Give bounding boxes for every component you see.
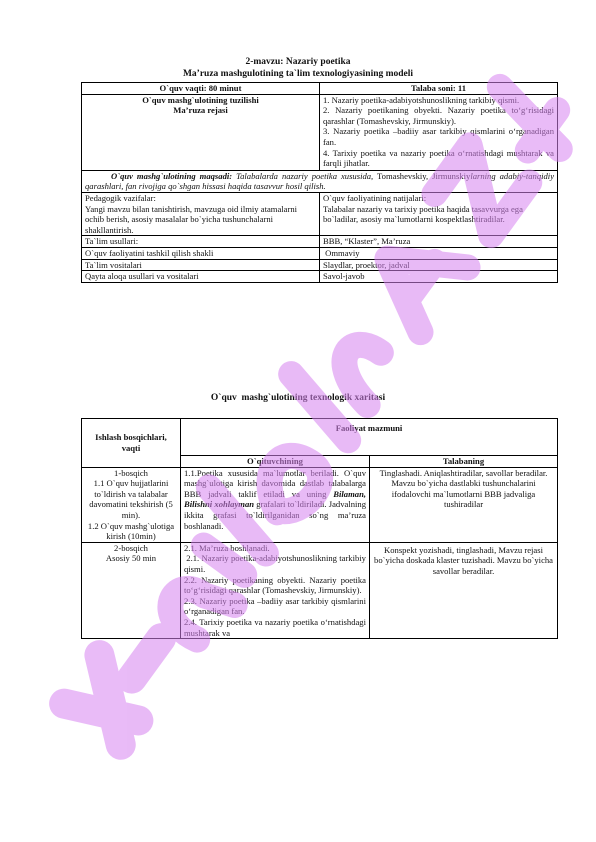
goal-cell [82, 170, 558, 192]
teacher-1-bold: Bilaman, Bilishni xohlayman [184, 488, 366, 510]
study-time: O`quv vaqti: 80 minut [82, 83, 320, 95]
student-header: Talabaning [370, 456, 558, 468]
results-label: O`quv faoliyatining natijalari: [323, 192, 427, 203]
row-value: Savol-javob [320, 271, 558, 283]
teacher-2-item: 2.4. Tarixiy poetika va nazariy poetika o‘rnatishdagi mushtarak va [184, 616, 366, 638]
tasks-text: Yangi mavzu bilan tanishtirish, mavzuga oid ilmiy atamalarni ochib berish, asosiy masalalar bo`yicha tushunchalarni shakllantirish. [85, 203, 298, 235]
goal-text-2: larning adabiy-tanqidiy qarashlari, fan rivojiga qo`shgan hissasi haqida tasavvur hosil qilish. [85, 170, 555, 192]
topic-title: 2-mavzu: Nazariy poetika [245, 57, 351, 67]
row-value: Slaydlar, proektor, jadval [320, 259, 558, 271]
pedagogic-tasks [82, 192, 320, 235]
tasks-label: Pedagogik vazifalar: [85, 192, 156, 203]
student-1-text-a: Tinglashadi. Aniqlashtiradilar, savollar beradilar [379, 467, 546, 478]
goal-names: Tomashevskiy, Jirmunskiy [373, 170, 471, 181]
teacher-1-text-a: 1.1.Poetika xususida ma`lumotlar beriladi. O`quv mashg`ulotiga kirish davomida dastlab talabalarga BBB jadvali taklif etiladi va uning [184, 467, 366, 499]
structure-heading: O`quv mashg`ulotining tuzilishi [142, 94, 259, 105]
goal-label: O`quv mashg`ulotining maqsadi: [111, 170, 233, 181]
content-header: Faoliyat mazmuni [181, 419, 558, 456]
structure-cell [82, 94, 320, 170]
stage-header: Ishlash bosqichlari, vaqti [82, 419, 181, 468]
student-activity-1 [370, 467, 558, 542]
teacher-1-text-b: grafalari to`ldiriladi. Jadvalning ikkita grafasi to`ldirilganidan so`ng ma’ruza boshlanadi. [184, 499, 367, 531]
plan-item-4: 4. Tarixiy poetika va nazariy poetika o‘rnatishdagi mushtarak va farqli jihatlar. [323, 147, 554, 169]
map-title: O`quv mashg`ulotining texnologik xaritasi [210, 393, 386, 403]
row-label: Ta`lim usullari: [82, 236, 320, 248]
teacher-2-item: 2.1. Ma’ruza boshlanadi. [184, 542, 270, 553]
plan-item-3: 3. Nazariy poetika –badiiy asar tarkibiy qismlarini o‘rganadigan fan. [323, 126, 554, 147]
plan-heading: Ma’ruza rejasi [173, 105, 228, 116]
row-label: Qayta aloqa usullari va vositalari [82, 271, 320, 283]
stage-1: 1-bosqich 1.1 O`quv hujjatlarini to`ldirish va talabalar davomatini tekshirish (5 min). 1.2 O`quv mashg`ulotiga kirish (10min) [82, 467, 181, 542]
student-1-text-b: . Mavzu bo`yicha dastlabki tushunchalarini ifodalovchi ma`lumotlarni BBB jadvaliga tushiradilar [391, 467, 548, 510]
model-title: Ma’ruza mashgulotining ta`lim texnologiyasining modeli [182, 69, 414, 79]
row-value: Ommaviy [320, 247, 558, 259]
teacher-header: O`qituvchining [181, 456, 370, 468]
lecture-plan [320, 94, 558, 170]
teacher-activity-1 [181, 467, 370, 542]
results-text: Talabalar nazariy va tarixiy poetika haqida tasavvurga ega bo`ladilar, asosiy ma`lumotlarni kospektlashtiradilar. [323, 203, 523, 225]
row-value: BBB, “Klaster”, Ma’ruza [320, 236, 558, 248]
stage-2: 2-bosqich Asosiy 50 min [82, 542, 181, 638]
student-activity-2: Konspekt yozishadi, tinglashadi, Mavzu rejasi bo`yicha doskada klaster tuzishadi. Mavzu bo`yicha savollar beradilar. [370, 542, 558, 638]
learning-results [320, 192, 558, 235]
goal-text-1: Talabalarda nazariy poetika xususida, [232, 170, 374, 181]
teacher-activity-2 [181, 542, 370, 638]
plan-item-2: 2. Nazariy poetikaning obyekti. Nazariy poetika to‘g‘risidagi qarashlar (Tomashevskiy, Jirmunskiy). [323, 105, 554, 126]
row-label: Ta`lim vositalari [82, 259, 320, 271]
model-table [81, 82, 558, 283]
tech-map-table [81, 418, 558, 639]
student-count: Talaba soni: 11 [320, 83, 558, 95]
plan-item-1: 1. Nazariy poetika-adabiyotshunoslikning tarkibiy qismi. [323, 94, 520, 105]
teacher-2-item: 2.3. Nazariy poetika –badiiy asar tarkibiy qismlarini o‘rganadigan fan. [184, 595, 366, 617]
row-label: O`quv faoliyatini tashkil qilish shakli [82, 247, 320, 259]
teacher-2-item: 2.2. Nazariy poetikaning obyekti. Nazariy poetika to‘g‘risidagi qarashlar (Tomashevskiy, Jirmunskiy). [184, 574, 366, 596]
teacher-2-item: 2.1. Nazariy poetika-adabiyotshunoslikning tarkibiy qismi. [184, 553, 369, 574]
